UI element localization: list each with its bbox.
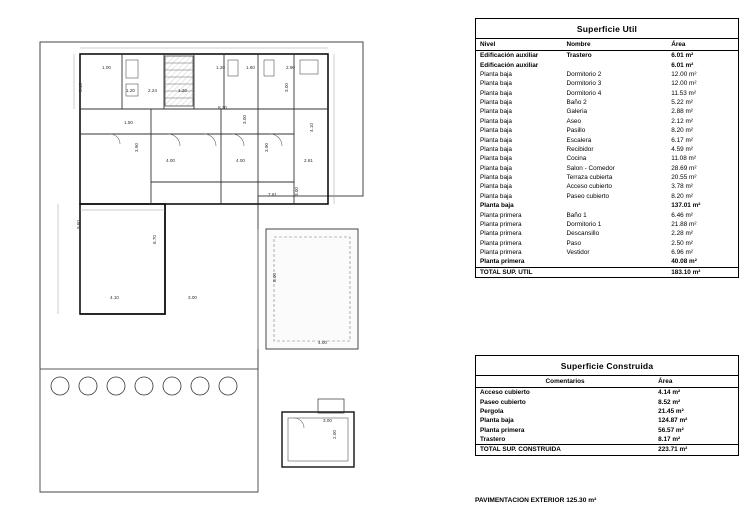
cell-area: 12.00 m² [671,80,697,88]
cell-area: 2.88 m² [671,108,693,116]
table-row [476,257,738,267]
dimension-label: 3.00 [323,418,332,423]
dimension-label: 2.90 [286,65,295,70]
cell-nivel: Planta baja [480,70,512,78]
cell-nivel: TOTAL SUP. UTIL [476,267,562,277]
dimension-label: 8.00 [272,273,277,282]
table-util-title: Superficie Util [476,19,738,39]
dimension-label: 2.81 [304,158,313,163]
table-util-body [476,51,738,278]
cell-area: 12.00 m² [671,70,697,78]
cell-nivel: Planta baja [480,183,512,191]
cell-nombre: Salon - Comedor [566,164,615,172]
cell-area: 40.08 m² [671,258,697,266]
cell-area: 11.08 m² [671,155,696,163]
cell-comentario: Planta baja [480,417,514,425]
cell-comentario: Trastero [480,436,506,444]
cell-nivel: Planta baja [480,164,512,172]
cell-comentario: Pergola [480,407,504,415]
cell-area: 183.10 m² [667,267,738,277]
floor-plan-drawing [18,14,458,514]
cell-nombre: Baño 1 [566,211,587,219]
header-nivel: Nivel [476,39,562,51]
table-row [476,192,738,201]
cell-nombre: Baño 2 [566,99,587,107]
dimension-label: 1.20 [216,65,225,70]
cell-nombre: Dormitorio 2 [566,70,602,78]
dimension-label: 4.10 [309,123,314,132]
cell-nombre: Galeria [566,108,588,116]
cell-area: 6.17 m² [671,136,693,144]
dimension-label: 4.10 [110,295,119,300]
table-row [476,388,738,398]
cell-nivel: Planta baja [480,192,512,200]
table-constr-header-row [476,376,738,388]
dimension-label: 3.00 [294,187,299,196]
table-row [476,51,738,61]
cell-nombre [562,267,667,277]
cell-nombre: Recibidor [566,145,594,153]
cell-area: 8.20 m² [671,127,693,135]
cell-comentario: TOTAL SUP. CONSTRUIDA [476,445,654,455]
table-row [476,248,738,257]
dimension-label: 3.00 [284,83,289,92]
table-util-header-row [476,39,738,51]
cell-area: 6.96 m² [671,249,693,257]
dimension-label: 7.61 [268,192,277,197]
cell-nombre [562,60,667,69]
cell-area: 11.53 m² [671,89,696,97]
table-constr-body [476,388,738,455]
cell-nombre: Aseo [566,117,582,125]
table-row [476,126,738,135]
staircase [165,56,193,106]
cell-nivel: Planta primera [480,230,522,238]
cell-nivel: Planta primera [480,239,522,247]
cell-nivel: Planta baja [480,99,512,107]
cell-nivel: Planta primera [480,258,525,266]
table-constr-grid [476,376,738,455]
dimension-label: 3.00 [188,295,197,300]
dimension-label: 1.20 [178,88,187,93]
cell-nivel: Planta primera [480,249,522,257]
cell-nivel: Planta baja [480,89,512,97]
table-row [476,164,738,173]
dimension-label: 9.60 [76,220,81,229]
cell-nivel: Planta baja [480,117,512,125]
dimension-label: 3.00 [242,115,247,124]
table-row [476,239,738,248]
dimension-label: 4.00 [166,158,175,163]
floor-plan [18,14,458,514]
table-row [476,154,738,163]
cell-nombre: Acceso cubierto [566,183,612,191]
cell-area: 28.69 m² [671,164,697,172]
cell-nombre: Trastero [566,52,592,60]
cell-area: 8.52 m² [658,398,681,406]
dimension-label: 1.00 [102,65,111,70]
header-area-constr: Área [654,376,738,388]
table-row [476,60,738,69]
cell-area: 5.22 m² [671,99,693,107]
dimension-label: 1.60 [246,65,255,70]
cell-area: 8.17 m² [658,436,681,444]
cell-nombre: Dormitorio 4 [566,89,602,97]
table-row [476,107,738,116]
cell-nivel: Planta baja [480,202,514,210]
dimension-label: 8.70 [152,235,157,244]
cell-area: 137.01 m² [671,202,701,210]
cell-area: 21.88 m² [671,220,697,228]
dimension-label: 4.00 [236,158,245,163]
cell-nivel: Planta baja [480,127,512,135]
cell-comentario: Acceso cubierto [480,389,530,397]
cell-comentario: Planta primera [480,426,525,434]
header-area: Área [667,39,738,51]
dimension-label: 1.20 [126,88,135,93]
cell-nombre: Pasillo [566,127,586,135]
cell-nombre [562,257,667,267]
cell-nivel: Planta baja [480,80,512,88]
table-row [476,201,738,210]
table-row [476,407,738,416]
table-row [476,445,738,455]
cell-area: 3.78 m² [671,183,693,191]
cell-nivel: Edificación auxiliar [480,61,539,69]
table-row [476,117,738,126]
table-row [476,229,738,238]
cell-nivel: Planta baja [480,136,512,144]
cell-nivel: Edificación auxiliar [480,52,539,60]
table-row [476,70,738,79]
table-row [476,426,738,435]
cell-area: 6.46 m² [671,211,693,219]
cell-nombre: Cocina [566,155,587,163]
table-row [476,220,738,229]
cell-nivel: Planta primera [480,220,522,228]
dimension-label: 3.90 [264,143,269,152]
table-superficie-construida [475,355,739,456]
cell-nombre: Vestidor [566,249,590,257]
dimension-label: 2.00 [332,430,337,439]
cell-area: 4.59 m² [671,145,693,153]
cell-nombre: Dormitorio 3 [566,80,602,88]
table-row [476,416,738,425]
cell-nivel: Planta primera [480,211,522,219]
cell-area: 20.55 m² [671,174,697,182]
cell-area: 8.20 m² [671,192,693,200]
table-row [476,182,738,191]
table-row [476,89,738,98]
dimension-label: 8.20 [218,105,227,110]
cell-nivel: Planta baja [480,155,512,163]
table-superficie-util [475,18,739,278]
cell-area: 223.71 m² [654,445,738,455]
cell-area: 2.28 m² [671,230,693,238]
storage-building [282,399,354,467]
interior-partitions [80,54,328,204]
cell-area: 2.50 m² [671,239,693,247]
cell-area: 4.14 m² [658,389,681,397]
cell-area: 56.57 m² [658,426,684,434]
table-row [476,98,738,107]
dimension-label: 5.15 [78,83,83,92]
cell-area: 6.01 m² [671,52,694,60]
table-row [476,145,738,154]
cell-nombre [562,201,667,210]
dimension-label: 1.50 [124,120,133,125]
cell-nivel: Planta baja [480,174,512,182]
dimension-label: 4.00 [318,340,327,345]
cell-nombre: Terraza cubierta [566,174,613,182]
pavimentacion-exterior-note: PAVIMENTACION EXTERIOR 125.30 m² [475,497,597,504]
table-row [476,173,738,182]
cell-nivel: Planta baja [480,108,512,116]
table-row [476,435,738,445]
pergola-columns [51,377,237,395]
dimension-label: 2.24 [148,88,157,93]
cell-nombre: Paseo cubierto [566,192,610,200]
table-util-grid [476,39,738,277]
table-row [476,210,738,219]
table-row [476,397,738,406]
table-row [476,267,738,277]
cell-area: 2.12 m² [671,117,693,125]
header-nombre: Nombre [562,39,667,51]
cell-nombre: Escalera [566,136,592,144]
cell-nivel: Planta baja [480,145,512,153]
table-row [476,79,738,88]
cell-nombre: Dormitorio 1 [566,220,602,228]
cell-comentario: Paseo cubierto [480,398,526,406]
cell-area: 124.87 m² [658,417,688,425]
swimming-pool [266,229,358,349]
cell-nombre: Paso [566,239,582,247]
table-constr-title: Superficie Construida [476,356,738,376]
cell-area: 21.45 m² [658,407,684,415]
cell-nombre: Descansillo [566,230,600,238]
dimension-label: 3.90 [134,143,139,152]
header-comentarios: Comentarios [476,376,654,388]
table-row [476,135,738,144]
cell-area: 6.01 m² [671,61,694,69]
